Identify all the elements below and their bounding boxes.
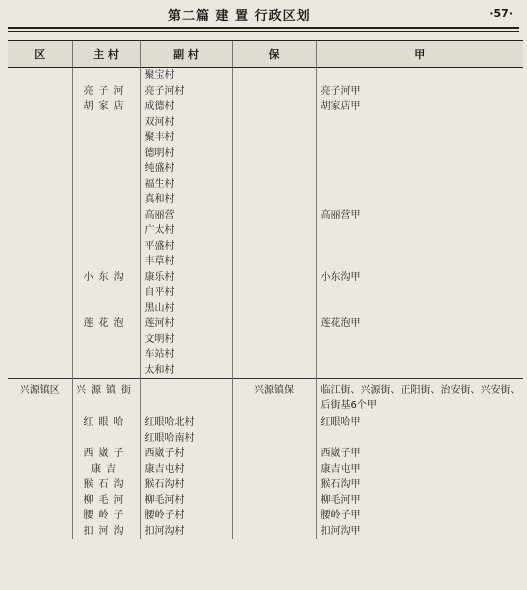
cell-main-village bbox=[72, 192, 140, 208]
cell-bao bbox=[232, 68, 316, 84]
cell-sub-village: 康吉屯村 bbox=[140, 462, 232, 478]
cell-main-village bbox=[72, 332, 140, 348]
table-row bbox=[8, 363, 523, 379]
cell-sub-village bbox=[140, 379, 232, 416]
table-row bbox=[8, 208, 523, 224]
cell-district: 兴源镇区 bbox=[8, 379, 72, 416]
header-sub-village: 副 村 bbox=[140, 41, 232, 68]
table-row bbox=[8, 332, 523, 348]
cell-bao bbox=[232, 146, 316, 162]
cell-sub-village: 聚丰村 bbox=[140, 130, 232, 146]
cell-sub-village: 车站村 bbox=[140, 347, 232, 363]
cell-district bbox=[8, 177, 72, 193]
cell-jia: 胡家店甲 bbox=[316, 99, 523, 115]
table-row bbox=[8, 270, 523, 286]
cell-sub-village: 平盛村 bbox=[140, 239, 232, 255]
cell-sub-village: 腰岭子村 bbox=[140, 508, 232, 524]
cell-main-village bbox=[72, 254, 140, 270]
cell-district bbox=[8, 99, 72, 115]
cell-jia: 猴石沟甲 bbox=[316, 477, 523, 493]
cell-jia bbox=[316, 192, 523, 208]
cell-jia: 亮子河甲 bbox=[316, 84, 523, 100]
cell-main-village bbox=[72, 68, 140, 84]
cell-district bbox=[8, 462, 72, 478]
cell-sub-village: 莲河村 bbox=[140, 316, 232, 332]
cell-bao bbox=[232, 270, 316, 286]
cell-jia bbox=[316, 347, 523, 363]
table-row bbox=[8, 115, 523, 131]
cell-sub-village: 文明村 bbox=[140, 332, 232, 348]
cell-jia: 莲花泡甲 bbox=[316, 316, 523, 332]
cell-district bbox=[8, 192, 72, 208]
admin-division-table bbox=[8, 40, 523, 539]
cell-jia bbox=[316, 223, 523, 239]
cell-district bbox=[8, 524, 72, 540]
cell-district bbox=[8, 130, 72, 146]
cell-main-village bbox=[72, 347, 140, 363]
cell-bao bbox=[232, 301, 316, 317]
table-row bbox=[8, 99, 523, 115]
cell-bao bbox=[232, 363, 316, 379]
cell-bao bbox=[232, 415, 316, 431]
cell-bao bbox=[232, 115, 316, 131]
cell-district bbox=[8, 68, 72, 84]
cell-bao bbox=[232, 508, 316, 524]
cell-main-village: 莲花泡 bbox=[72, 316, 140, 332]
cell-jia bbox=[316, 161, 523, 177]
table-row bbox=[8, 192, 523, 208]
table-row bbox=[8, 239, 523, 255]
cell-main-village: 扣河沟 bbox=[72, 524, 140, 540]
cell-sub-village: 丰草村 bbox=[140, 254, 232, 270]
cell-district bbox=[8, 239, 72, 255]
cell-bao bbox=[232, 493, 316, 509]
cell-sub-village: 广太村 bbox=[140, 223, 232, 239]
cell-sub-village: 猴石沟村 bbox=[140, 477, 232, 493]
cell-district bbox=[8, 431, 72, 447]
table-row bbox=[8, 477, 523, 493]
table-row bbox=[8, 462, 523, 478]
cell-district bbox=[8, 223, 72, 239]
cell-jia bbox=[316, 285, 523, 301]
cell-main-village bbox=[72, 208, 140, 224]
cell-jia: 扣河沟甲 bbox=[316, 524, 523, 540]
cell-main-village: 西崴子 bbox=[72, 446, 140, 462]
header-rule-thick bbox=[8, 27, 519, 29]
cell-jia bbox=[316, 130, 523, 146]
table-row bbox=[8, 347, 523, 363]
cell-sub-village: 柳毛河村 bbox=[140, 493, 232, 509]
cell-main-village: 胡家店 bbox=[72, 99, 140, 115]
cell-main-village bbox=[72, 285, 140, 301]
cell-bao bbox=[232, 462, 316, 478]
cell-jia bbox=[316, 68, 523, 84]
cell-district bbox=[8, 508, 72, 524]
cell-bao bbox=[232, 254, 316, 270]
header-bao: 保 bbox=[232, 41, 316, 68]
table-row bbox=[8, 130, 523, 146]
cell-bao bbox=[232, 208, 316, 224]
cell-district bbox=[8, 254, 72, 270]
cell-district bbox=[8, 161, 72, 177]
cell-bao bbox=[232, 130, 316, 146]
cell-district bbox=[8, 493, 72, 509]
cell-jia bbox=[316, 146, 523, 162]
cell-bao bbox=[232, 285, 316, 301]
table-row bbox=[8, 161, 523, 177]
cell-main-village: 康吉 bbox=[72, 462, 140, 478]
header-main-village: 主 村 bbox=[72, 41, 140, 68]
cell-sub-village: 红眼哈北村 bbox=[140, 415, 232, 431]
cell-district bbox=[8, 332, 72, 348]
cell-main-village bbox=[72, 130, 140, 146]
cell-main-village bbox=[72, 239, 140, 255]
cell-main-village bbox=[72, 431, 140, 447]
cell-main-village: 腰岭子 bbox=[72, 508, 140, 524]
table-row bbox=[8, 415, 523, 431]
cell-sub-village: 黑山村 bbox=[140, 301, 232, 317]
table-row bbox=[8, 379, 523, 416]
table-body bbox=[8, 68, 523, 540]
cell-jia: 小东沟甲 bbox=[316, 270, 523, 286]
table-row bbox=[8, 446, 523, 462]
cell-main-village: 红眼哈 bbox=[72, 415, 140, 431]
cell-district bbox=[8, 363, 72, 379]
cell-main-village: 柳毛河 bbox=[72, 493, 140, 509]
cell-sub-village: 福生村 bbox=[140, 177, 232, 193]
cell-bao bbox=[232, 161, 316, 177]
table-row bbox=[8, 508, 523, 524]
header-jia: 甲 bbox=[316, 41, 523, 68]
table-row bbox=[8, 254, 523, 270]
cell-district bbox=[8, 84, 72, 100]
cell-jia: 柳毛河甲 bbox=[316, 493, 523, 509]
table-row bbox=[8, 146, 523, 162]
cell-jia bbox=[316, 115, 523, 131]
cell-sub-village: 成德村 bbox=[140, 99, 232, 115]
cell-bao bbox=[232, 192, 316, 208]
cell-main-village bbox=[72, 363, 140, 379]
cell-bao bbox=[232, 524, 316, 540]
cell-district bbox=[8, 146, 72, 162]
cell-jia bbox=[316, 301, 523, 317]
cell-main-village bbox=[72, 301, 140, 317]
cell-sub-village: 真和村 bbox=[140, 192, 232, 208]
cell-main-village bbox=[72, 146, 140, 162]
cell-bao bbox=[232, 316, 316, 332]
cell-jia bbox=[316, 363, 523, 379]
cell-jia bbox=[316, 254, 523, 270]
cell-main-village: 兴源镇街 bbox=[72, 379, 140, 416]
cell-bao bbox=[232, 99, 316, 115]
cell-district bbox=[8, 270, 72, 286]
cell-sub-village: 德明村 bbox=[140, 146, 232, 162]
cell-bao bbox=[232, 223, 316, 239]
table-row bbox=[8, 285, 523, 301]
cell-jia: 西崴子甲 bbox=[316, 446, 523, 462]
cell-jia bbox=[316, 332, 523, 348]
table-row bbox=[8, 301, 523, 317]
cell-bao bbox=[232, 239, 316, 255]
cell-main-village bbox=[72, 115, 140, 131]
table-row bbox=[8, 84, 523, 100]
cell-main-village: 小东沟 bbox=[72, 270, 140, 286]
cell-sub-village: 扣河沟村 bbox=[140, 524, 232, 540]
cell-jia bbox=[316, 177, 523, 193]
cell-bao bbox=[232, 332, 316, 348]
table-row bbox=[8, 431, 523, 447]
table-row bbox=[8, 524, 523, 540]
chapter-title: 第二篇 建 置 行政区划 bbox=[168, 9, 311, 24]
cell-sub-village: 聚宝村 bbox=[140, 68, 232, 84]
table-header-row bbox=[8, 41, 523, 68]
cell-main-village: 亮子河 bbox=[72, 84, 140, 100]
table-row bbox=[8, 223, 523, 239]
header-district: 区 bbox=[8, 41, 72, 68]
page-number: ·57· bbox=[489, 7, 513, 20]
cell-jia bbox=[316, 431, 523, 447]
cell-main-village: 猴石沟 bbox=[72, 477, 140, 493]
cell-sub-village: 西崴子村 bbox=[140, 446, 232, 462]
cell-sub-village: 康乐村 bbox=[140, 270, 232, 286]
cell-district bbox=[8, 115, 72, 131]
cell-district bbox=[8, 301, 72, 317]
cell-jia: 腰岭子甲 bbox=[316, 508, 523, 524]
cell-district bbox=[8, 208, 72, 224]
table-row bbox=[8, 316, 523, 332]
header-rule-thin bbox=[8, 31, 519, 32]
cell-sub-village: 太和村 bbox=[140, 363, 232, 379]
cell-sub-village: 亮子河村 bbox=[140, 84, 232, 100]
cell-jia: 高丽营甲 bbox=[316, 208, 523, 224]
cell-district bbox=[8, 316, 72, 332]
cell-district bbox=[8, 285, 72, 301]
cell-jia: 康吉屯甲 bbox=[316, 462, 523, 478]
cell-main-village bbox=[72, 161, 140, 177]
table-row bbox=[8, 493, 523, 509]
cell-sub-village: 双河村 bbox=[140, 115, 232, 131]
cell-bao bbox=[232, 477, 316, 493]
cell-bao bbox=[232, 347, 316, 363]
cell-district bbox=[8, 446, 72, 462]
cell-bao bbox=[232, 431, 316, 447]
cell-main-village bbox=[72, 177, 140, 193]
cell-sub-village: 高丽营 bbox=[140, 208, 232, 224]
cell-sub-village: 纯盛村 bbox=[140, 161, 232, 177]
table-row bbox=[8, 68, 523, 84]
cell-bao bbox=[232, 84, 316, 100]
cell-sub-village: 自平村 bbox=[140, 285, 232, 301]
page-header bbox=[0, 5, 527, 25]
cell-main-village bbox=[72, 223, 140, 239]
cell-district bbox=[8, 415, 72, 431]
cell-bao bbox=[232, 177, 316, 193]
cell-jia: 临江街、兴源街、正阳街、治安街、兴安街、后街基6个甲 bbox=[316, 379, 523, 416]
cell-district bbox=[8, 347, 72, 363]
cell-bao: 兴源镇保 bbox=[232, 379, 316, 416]
table-row bbox=[8, 177, 523, 193]
cell-sub-village: 红眼哈南村 bbox=[140, 431, 232, 447]
cell-jia: 红眼哈甲 bbox=[316, 415, 523, 431]
cell-district bbox=[8, 477, 72, 493]
cell-jia bbox=[316, 239, 523, 255]
cell-bao bbox=[232, 446, 316, 462]
